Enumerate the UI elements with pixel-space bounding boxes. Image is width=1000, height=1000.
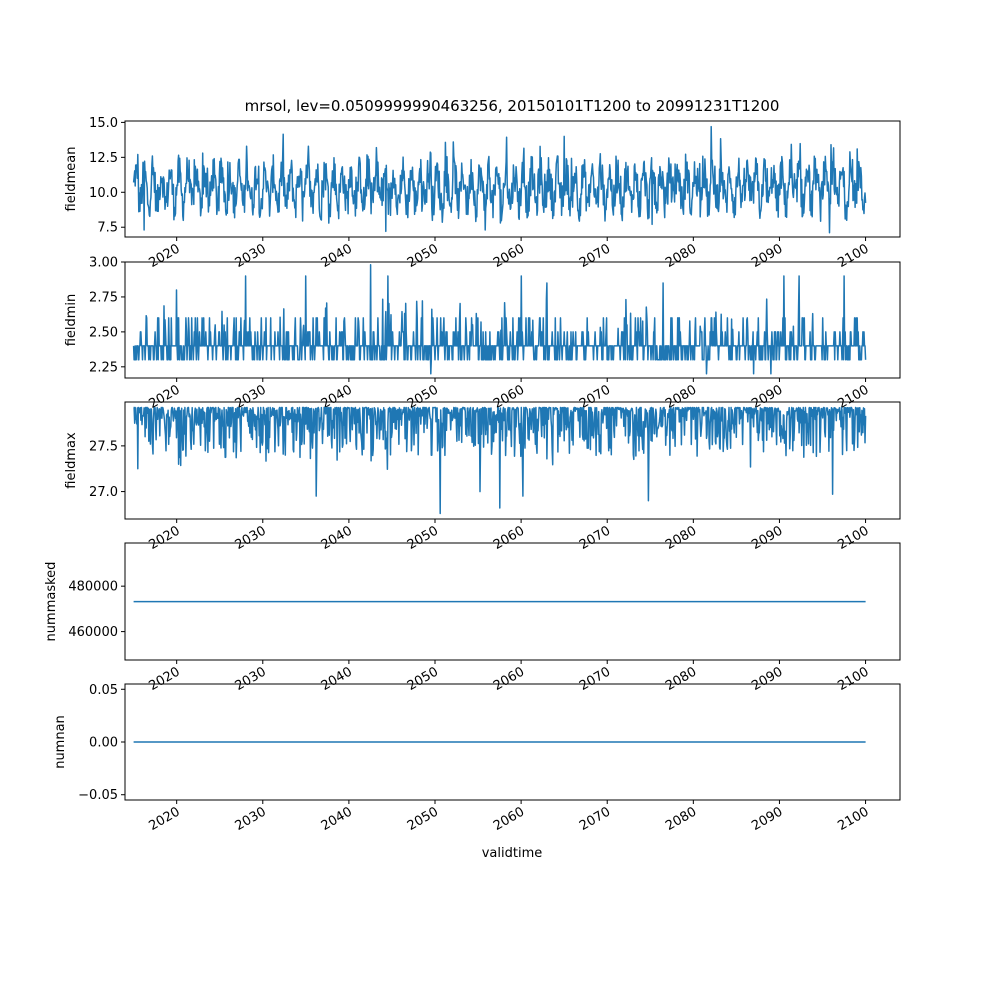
fieldmax-xtick-label: 2080 xyxy=(663,523,700,554)
fieldmax-xtick-label: 2100 xyxy=(835,523,872,554)
nummasked-xtick-label: 2090 xyxy=(749,664,786,695)
numnan-ytick-label: 0.05 xyxy=(89,682,118,698)
fieldmin-xtick-label: 2050 xyxy=(404,382,441,413)
nummasked-ytick-label: 480000 xyxy=(68,579,118,595)
fieldmean-xtick-label: 2050 xyxy=(404,241,441,272)
fieldmin-ytick-label: 2.50 xyxy=(89,325,118,341)
fieldmean-xtick-label: 2090 xyxy=(749,241,786,272)
numnan-ytick-label: −0.05 xyxy=(78,788,118,804)
fieldmin-ylabel: fieldmin xyxy=(64,293,79,347)
fieldmin-xtick-label: 2100 xyxy=(835,382,872,413)
nummasked-xtick-label: 2020 xyxy=(146,664,183,695)
fieldmean-ytick-label: 7.5 xyxy=(97,220,118,236)
fieldmin-xtick-label: 2080 xyxy=(663,382,700,413)
fieldmean-xtick-label: 2020 xyxy=(146,241,183,272)
x-axis-label: validtime xyxy=(481,846,543,861)
fieldmax-xtick-label: 2020 xyxy=(146,523,183,554)
numnan-xtick-label: 2040 xyxy=(318,804,355,835)
numnan-xtick-label: 2020 xyxy=(146,804,183,835)
fieldmax-ylabel: fieldmax xyxy=(64,432,79,489)
numnan-xtick-label: 2090 xyxy=(749,804,786,835)
figure-title: mrsol, lev=0.0509999990463256, 20150101T1200 to 20991231T1200 xyxy=(244,97,780,115)
fieldmin-xtick-label: 2060 xyxy=(490,382,528,413)
fieldmean-ylabel: fieldmean xyxy=(64,146,79,212)
nummasked-xtick-label: 2080 xyxy=(663,664,700,695)
nummasked-ytick-label: 460000 xyxy=(68,625,118,641)
nummasked-xtick-label: 2070 xyxy=(577,664,614,695)
numnan-xtick-label: 2100 xyxy=(835,804,872,835)
fieldmean-xtick-label: 2060 xyxy=(490,241,528,272)
fieldmax-xtick-label: 2040 xyxy=(318,523,355,554)
numnan-xtick-label: 2050 xyxy=(404,804,441,835)
fieldmean-xtick-label: 2030 xyxy=(232,241,269,272)
fieldmin-xtick-label: 2040 xyxy=(318,382,355,413)
numnan-ytick-label: 0.00 xyxy=(89,735,118,751)
numnan-ylabel: numnan xyxy=(53,715,68,769)
numnan-xtick-label: 2080 xyxy=(663,804,700,835)
fieldmax-xtick-label: 2090 xyxy=(749,523,786,554)
nummasked-xtick-label: 2060 xyxy=(490,664,528,695)
fieldmin-ytick-label: 2.25 xyxy=(89,360,118,376)
nummasked-xtick-label: 2050 xyxy=(404,664,441,695)
fieldmean-ytick-label: 15.0 xyxy=(89,115,118,131)
fieldmax-xtick-label: 2060 xyxy=(490,523,528,554)
numnan-xtick-label: 2060 xyxy=(490,804,528,835)
fieldmean-ytick-label: 12.5 xyxy=(89,150,118,166)
nummasked-xtick-label: 2040 xyxy=(318,664,355,695)
fieldmean-ytick-label: 10.0 xyxy=(89,185,118,201)
fieldmin-xtick-label: 2090 xyxy=(749,382,786,413)
fieldmin-xtick-label: 2070 xyxy=(577,382,614,413)
numnan-xtick-label: 2030 xyxy=(232,804,269,835)
fieldmean-xtick-label: 2070 xyxy=(577,241,614,272)
fieldmax-ytick-label: 27.5 xyxy=(89,439,118,455)
fieldmax-xtick-label: 2050 xyxy=(404,523,441,554)
fieldmin-ytick-label: 3.00 xyxy=(89,255,118,271)
fieldmin-xtick-label: 2020 xyxy=(146,382,183,413)
numnan-xtick-label: 2070 xyxy=(577,804,614,835)
fieldmean-xtick-label: 2080 xyxy=(663,241,700,272)
fieldmax-xtick-label: 2030 xyxy=(232,523,269,554)
fieldmax-xtick-label: 2070 xyxy=(577,523,614,554)
nummasked-xtick-label: 2100 xyxy=(835,664,872,695)
fieldmin-xtick-label: 2030 xyxy=(232,382,269,413)
nummasked-ylabel: nummasked xyxy=(44,561,59,642)
fieldmin-ytick-label: 2.75 xyxy=(89,290,118,306)
fieldmax-ytick-label: 27.0 xyxy=(89,485,118,501)
fieldmean-xtick-label: 2100 xyxy=(835,241,872,272)
nummasked-xtick-label: 2030 xyxy=(232,664,269,695)
fieldmean-xtick-label: 2040 xyxy=(318,241,355,272)
